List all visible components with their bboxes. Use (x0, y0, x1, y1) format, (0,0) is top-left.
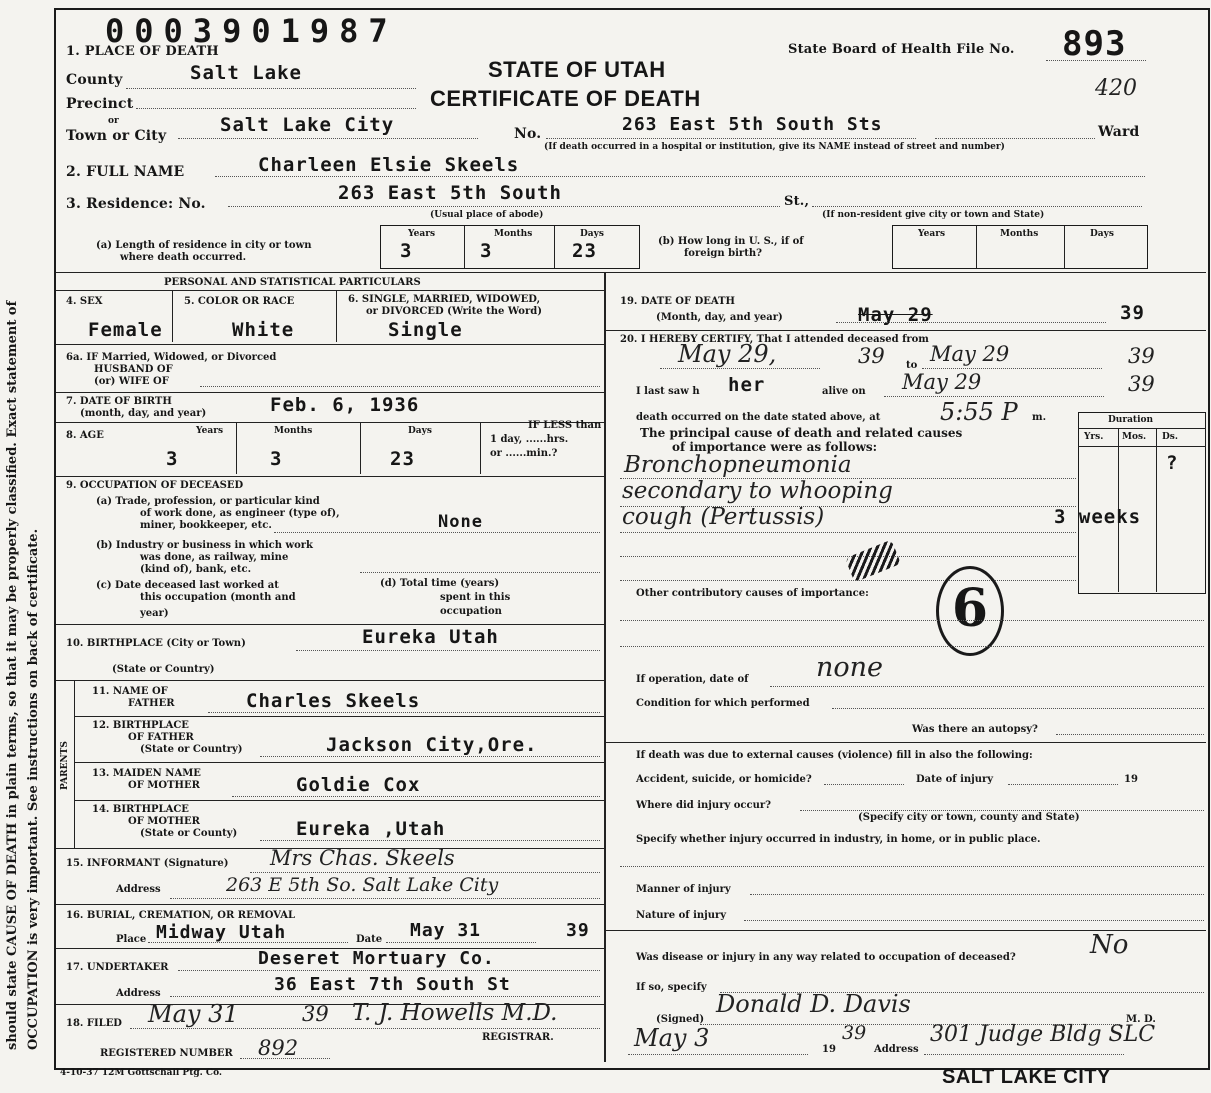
length-residence-label: (a) Length of residence in city or town (96, 240, 312, 251)
occupation-a-label-2: of work done, as engineer (type of), (140, 508, 340, 519)
date-of-death-label-2: (Month, day, and year) (656, 312, 783, 323)
cause-line-1: Bronchopneumonia (624, 452, 852, 478)
street-no-label: No. (514, 126, 542, 142)
accident-label: Accident, suicide, or homicide? (636, 774, 812, 785)
precinct-label: Precinct (66, 96, 134, 112)
signed-year-prefix: 19 (822, 1044, 836, 1055)
spouse-label-3: (or) WIFE OF (94, 376, 169, 387)
birthplace-value: Eureka Utah (362, 626, 499, 648)
occupation-value: None (438, 512, 483, 532)
death-occurred-label: death occurred on the date stated above, at (636, 412, 881, 423)
specify-place-note: (Specify city or town, county and State) (858, 812, 1080, 823)
less-than-label: IF LESS than (528, 420, 602, 431)
father-name: Charles Skeels (246, 690, 421, 712)
cause-duration-mark: ? (1166, 452, 1179, 474)
age-days-header: Days (408, 426, 432, 436)
age-months: 3 (270, 448, 283, 470)
mother-birthplace-label-2: OF MOTHER (128, 816, 200, 827)
occupation-d-label-2: spent in this (440, 592, 511, 603)
condition-label: Condition for which performed (636, 698, 810, 709)
occupation-label: 9. OCCUPATION OF DECEASED (66, 480, 244, 491)
alive-on-year: 39 (1128, 372, 1155, 396)
months-header: Months (494, 229, 533, 239)
filed-label: 18. FILED (66, 1018, 122, 1029)
father-birthplace: Jackson City,Ore. (326, 734, 538, 756)
burial-label: 16. BURIAL, CREMATION, OR REMOVAL (66, 910, 296, 921)
spouse-label-2: HUSBAND OF (94, 364, 173, 375)
birthplace-label: 10. BIRTHPLACE (City or Town) (66, 638, 246, 649)
registered-number: 892 (258, 1036, 299, 1060)
sex-value: Female (88, 319, 163, 341)
last-saw-label: I last saw h (636, 386, 700, 397)
attended-to: May 29 (930, 342, 1010, 366)
file-number: 893 (1062, 24, 1127, 64)
industry-label: Specify whether injury occurred in industry, in home, or in public place. (636, 834, 1041, 845)
occupation-b-label-2: was done, as railway, mine (140, 552, 289, 563)
occupation-b-label: (b) Industry or business in which work (96, 540, 313, 551)
attended-from: May 29, (678, 340, 777, 368)
file-number-label: State Board of Health File No. (788, 42, 1015, 57)
father-label: 11. NAME OF (92, 686, 168, 697)
burial-place: Midway Utah (156, 922, 287, 943)
age-years: 3 (166, 448, 179, 470)
full-name-label: 2. FULL NAME (66, 164, 185, 180)
ward-label: Ward (1098, 124, 1140, 140)
place-of-death-heading: 1. PLACE OF DEATH (66, 44, 219, 59)
parents-side-label: PARENTS (60, 741, 70, 790)
if-so-label: If so, specify (636, 982, 707, 993)
town-value: Salt Lake City (220, 114, 395, 136)
residence-value: 263 East 5th South (338, 182, 562, 204)
md-label: M. D. (1126, 1014, 1156, 1025)
margin-instruction-2: OCCUPATION is very important. See instructions on back of certificate. (26, 528, 41, 1050)
father-birthplace-label: 12. BIRTHPLACE (92, 720, 189, 731)
undertaker-label: 17. UNDERTAKER (66, 962, 169, 973)
where-injury-label: Where did injury occur? (636, 800, 772, 811)
signed-label: (Signed) (656, 1014, 705, 1025)
printer-note: 4-10-37 12M Gottschall Ptg. Co. (60, 1068, 223, 1078)
informant-address-label: Address (116, 884, 161, 895)
operation-label: If operation, date of (636, 674, 749, 685)
father-birthplace-label-2: OF FATHER (128, 732, 194, 743)
st-label: St., (784, 194, 810, 209)
residence-months: 3 (480, 240, 493, 262)
age-years-header: Years (196, 426, 224, 436)
informant-address: 263 E 5th So. Salt Lake City (226, 874, 499, 896)
margin-number: 420 (1095, 76, 1137, 101)
alive-on-label: alive on (822, 386, 866, 397)
residence-days: 23 (572, 240, 597, 262)
signed-year: 39 (842, 1022, 867, 1044)
date-of-birth: Feb. 6, 1936 (270, 394, 420, 416)
last-saw-value: her (728, 374, 766, 396)
operation-value: none (816, 652, 884, 683)
external-causes-label: If death was due to external causes (violence) fill in also the following: (636, 750, 1033, 761)
mother-label: 13. MAIDEN NAME (92, 768, 201, 779)
residence-years: 3 (400, 240, 413, 262)
filed-date: May 31 (148, 1000, 239, 1028)
injury-year-prefix: 19 (1124, 774, 1138, 785)
less-than-label-3: or ......min.? (490, 448, 558, 459)
physician-address-label: Address (874, 1044, 919, 1055)
manner-label: Manner of injury (636, 884, 731, 895)
us-years-header: Years (918, 229, 946, 239)
circled-code-digit: 6 (951, 578, 989, 639)
us-residence-label: (b) How long in U. S., if of (658, 236, 804, 247)
marital-label: 6. SINGLE, MARRIED, WIDOWED, (348, 294, 541, 305)
cause-duration: 3 weeks (1054, 506, 1142, 528)
father-birthplace-label-3: (State or Country) (140, 744, 243, 755)
abode-note: (Usual place of abode) (430, 210, 544, 220)
registrar-signature: T. J. Howells M.D. (352, 1000, 558, 1026)
duration-yrs-header: Yrs. (1084, 432, 1104, 442)
nature-label: Nature of injury (636, 910, 727, 921)
contributory-label: Other contributory causes of importance: (636, 588, 869, 599)
cause-line-3: cough (Pertussis) (622, 504, 825, 530)
occupation-c-label-3: year) (140, 608, 169, 619)
less-than-label-2: 1 day, ......hrs. (490, 434, 569, 445)
margin-instruction-1: should state CAUSE OF DEATH in plain terms, so that it may be properly classified. Exact statement of (5, 300, 20, 1050)
or-label: or (108, 116, 119, 126)
county-label: County (66, 72, 123, 88)
circled-code (936, 566, 1004, 656)
city-stamp: SALT LAKE CITY (942, 1066, 1111, 1088)
occupation-a-label-3: miner, bookkeeper, etc. (140, 520, 272, 531)
birthplace-label-2: (State or Country) (112, 664, 215, 675)
occupation-d-label: (d) Total time (years) (380, 578, 500, 589)
years-header: Years (408, 229, 436, 239)
certify-statement: 20. I HEREBY CERTIFY, That I attended deceased from (620, 334, 929, 345)
marital-value: Single (388, 319, 463, 341)
occupation-d-label-3: occupation (440, 606, 502, 617)
cause-heading-2: of importance were as follows: (672, 440, 878, 454)
dob-label-2: (month, day, and year) (80, 408, 207, 419)
dob-label: 7. DATE OF BIRTH (66, 396, 172, 407)
occupation-c-label: (c) Date deceased last worked at (96, 580, 279, 591)
date-of-death-label: 19. DATE OF DEATH (620, 296, 735, 307)
personal-particulars-title: PERSONAL AND STATISTICAL PARTICULARS (164, 277, 421, 288)
registrar-label: REGISTRAR. (482, 1032, 554, 1043)
physician-address: 301 Judge Bldg SLC (930, 1022, 1156, 1047)
mother-birthplace-label: 14. BIRTHPLACE (92, 804, 189, 815)
mother-birthplace: Eureka ,Utah (296, 818, 446, 840)
informant-label: 15. INFORMANT (Signature) (66, 858, 229, 869)
nonresident-note: (If non-resident give city or town and State) (822, 210, 1045, 220)
registered-number-label: REGISTERED NUMBER (100, 1048, 233, 1059)
undertaker-name: Deseret Mortuary Co. (258, 948, 495, 969)
town-label: Town or City (66, 128, 167, 144)
age-days: 23 (390, 448, 415, 470)
us-days-header: Days (1090, 229, 1114, 239)
occupation-c-label-2: this occupation (month and (140, 592, 296, 603)
filed-year: 39 (302, 1002, 329, 1026)
duration-header: Duration (1108, 415, 1154, 425)
injury-date-label: Date of injury (916, 774, 994, 785)
county-value: Salt Lake (190, 62, 302, 84)
cause-line-2: secondary to whooping (622, 478, 893, 504)
mother-name: Goldie Cox (296, 774, 421, 796)
age-label: 8. AGE (66, 430, 104, 441)
marital-label-2: or DIVORCED (Write the Word) (366, 306, 542, 317)
stamp-number: 0003901987 (105, 12, 398, 50)
full-name: Charleen Elsie Skeels (258, 154, 520, 176)
signed-date: May 3 (634, 1024, 710, 1052)
race-label: 5. COLOR OR RACE (184, 296, 295, 307)
undertaker-address-label: Address (116, 988, 161, 999)
length-residence-label-2: where death occurred. (120, 252, 247, 263)
father-label-2: FATHER (128, 698, 175, 709)
hospital-note: (If death occurred in a hospital or institution, give its NAME instead of street and number) (544, 142, 1005, 152)
informant-signature: Mrs Chas. Skeels (270, 846, 455, 870)
us-months-header: Months (1000, 229, 1039, 239)
certificate-title: CERTIFICATE OF DEATH (430, 86, 701, 111)
us-residence-label-2: foreign birth? (684, 248, 762, 259)
death-time: 5:55 P (940, 398, 1018, 426)
date-of-death: May 29 (858, 304, 933, 326)
alive-on-date: May 29 (902, 370, 982, 394)
physician-signature: Donald D. Davis (716, 990, 911, 1018)
occupation-a-label: (a) Trade, profession, or particular kind (96, 496, 320, 507)
undertaker-address: 36 East 7th South St (274, 974, 511, 995)
duration-ds-header: Ds. (1162, 432, 1179, 442)
date-of-death-year: 39 (1120, 302, 1145, 324)
spouse-label: 6a. IF Married, Widowed, or Divorced (66, 352, 277, 363)
age-months-header: Months (274, 426, 313, 436)
occupation-related-label: Was disease or injury in any way related to occupation of deceased? (636, 952, 1016, 963)
burial-year: 39 (566, 920, 590, 941)
mother-birthplace-label-3: (State or County) (140, 828, 238, 839)
to-label: to (906, 360, 918, 371)
autopsy-label: Was there an autopsy? (912, 724, 1038, 735)
state-title: STATE OF UTAH (488, 57, 666, 82)
occupation-b-label-3: (kind of), bank, etc. (140, 564, 252, 575)
cause-heading: The principal cause of death and related causes (640, 426, 963, 440)
residence-label: 3. Residence: No. (66, 196, 206, 212)
burial-date-label: Date (356, 934, 383, 945)
race-value: White (232, 319, 295, 341)
burial-place-label: Place (116, 934, 147, 945)
attended-to-year: 39 (1128, 344, 1155, 368)
burial-date: May 31 (410, 920, 482, 941)
m-label: m. (1032, 412, 1047, 423)
sex-label: 4. SEX (66, 296, 103, 307)
days-header: Days (580, 229, 604, 239)
attended-from-year: 39 (858, 344, 885, 368)
duration-mos-header: Mos. (1122, 432, 1147, 442)
occupation-related-value: No (1090, 930, 1129, 960)
mother-label-2: OF MOTHER (128, 780, 200, 791)
death-address: 263 East 5th South Sts (622, 114, 883, 135)
